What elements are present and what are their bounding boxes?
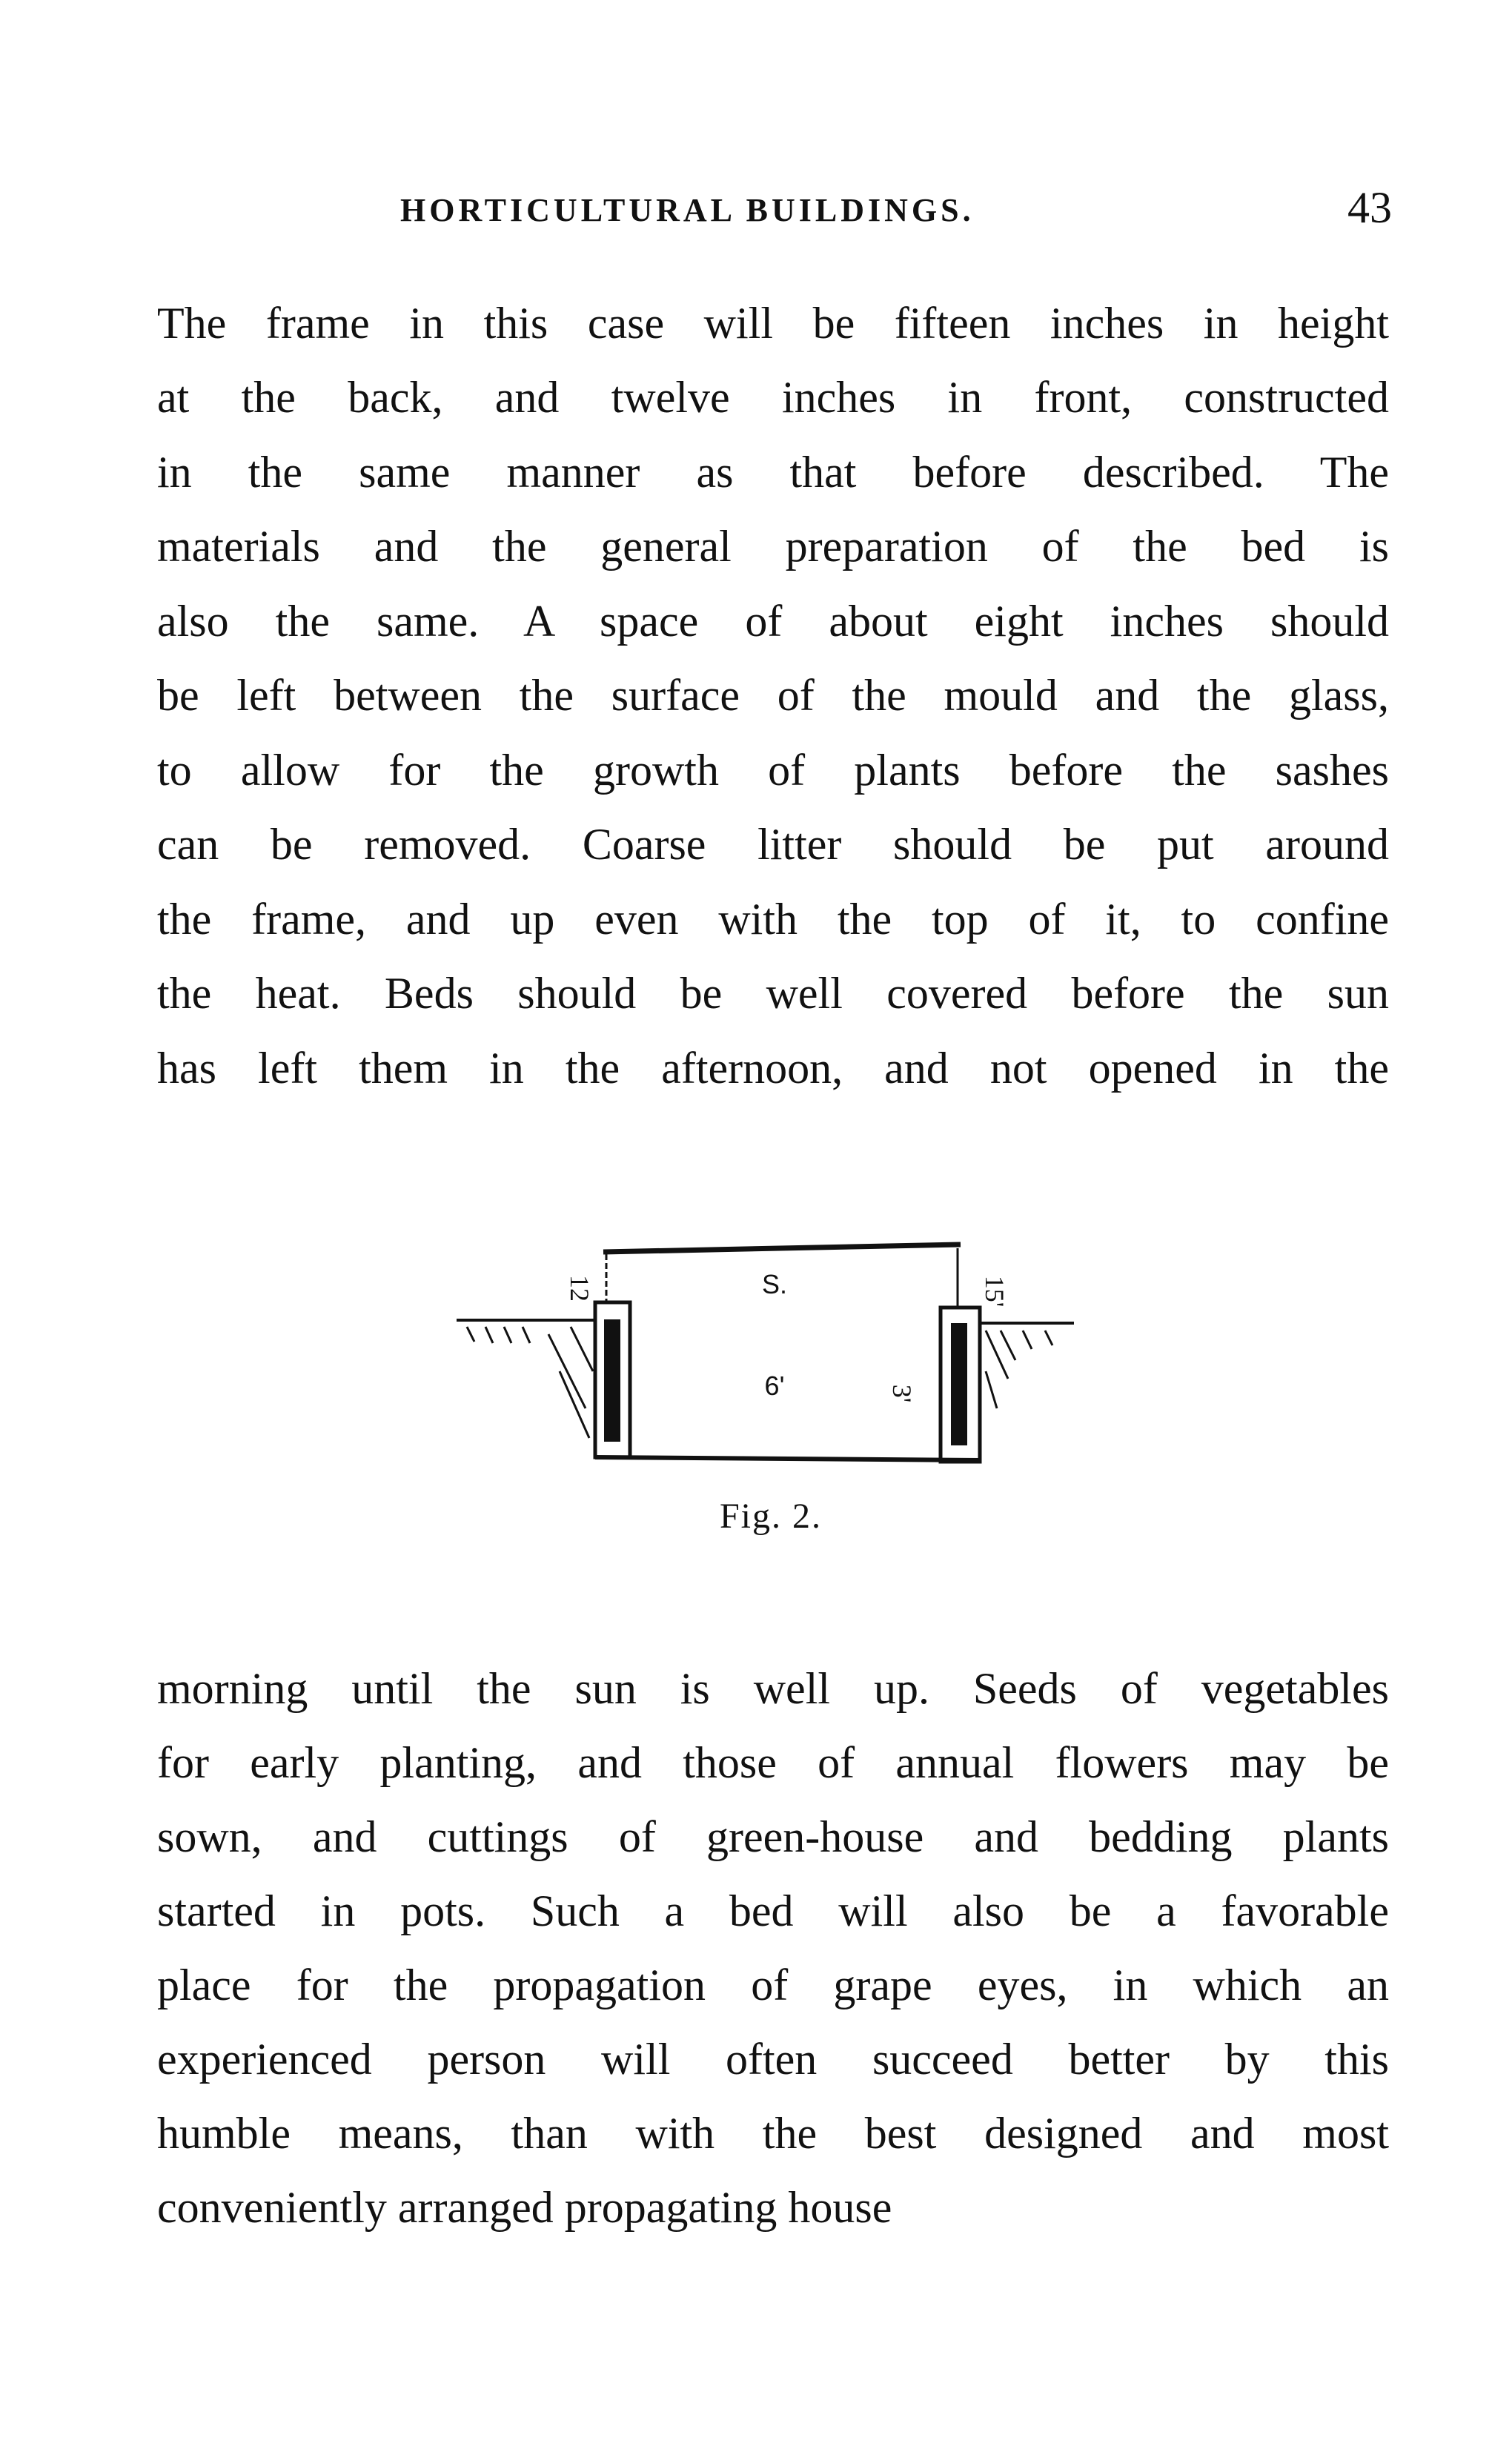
text-line: for early planting, and those of annual flowers may be <box>157 1738 1389 1787</box>
text-line: The frame in this case will be fifteen inches in height <box>157 299 1389 348</box>
label-sash: S. <box>761 1269 788 1299</box>
text-line: also the same. A space of about eight inches should <box>157 597 1389 646</box>
text-line: can be removed. Coarse litter should be put around <box>157 820 1389 869</box>
text-line: started in pots. Such a bed will also be a favorable <box>157 1886 1389 1935</box>
text-line: morning until the sun is well up. Seeds of vegetables <box>157 1664 1389 1713</box>
label-front-height: 12 <box>565 1275 594 1302</box>
text-line: the frame, and up even with the top of it, to confine <box>157 895 1389 944</box>
label-back-height: 15' <box>980 1275 1009 1308</box>
front-heating-material <box>604 1319 620 1442</box>
sash-line <box>603 1245 961 1252</box>
text-line: experienced person will often succeed better by this <box>157 2035 1389 2084</box>
text-line: place for the propagation of grape eyes, in which an <box>157 1961 1389 2009</box>
text-line: has left them in the afternoon, and not opened in the <box>157 1044 1389 1093</box>
figure-caption: Fig. 2. <box>719 1497 823 1536</box>
text-line: in the same manner as that before described. The <box>157 448 1389 497</box>
text-line: to allow for the growth of plants before the sashes <box>157 746 1389 795</box>
text-line: materials and the general preparation of the bed is <box>157 522 1389 571</box>
back-heating-material <box>951 1323 967 1445</box>
text-line: humble means, than with the best designed and most <box>157 2109 1389 2158</box>
bed-bottom <box>595 1457 980 1460</box>
running-header: HORTICULTURAL BUILDINGS. <box>400 192 975 228</box>
text-line: sown, and cuttings of green-house and bedding plants <box>157 1812 1389 1861</box>
label-depth: 3' <box>887 1384 917 1403</box>
soil-hatching-right <box>986 1331 1052 1408</box>
label-width: 6' <box>764 1371 785 1401</box>
page-number: 43 <box>1347 183 1392 232</box>
text-line: the heat. Beds should be well covered before the sun <box>157 969 1389 1018</box>
text-line: be left between the surface of the mould and the glass, <box>157 671 1389 720</box>
soil-hatching-left <box>467 1327 593 1438</box>
text-line: at the back, and twelve inches in front, constructed <box>157 373 1389 422</box>
text-line: conveniently arranged propagating house <box>157 2183 892 2232</box>
